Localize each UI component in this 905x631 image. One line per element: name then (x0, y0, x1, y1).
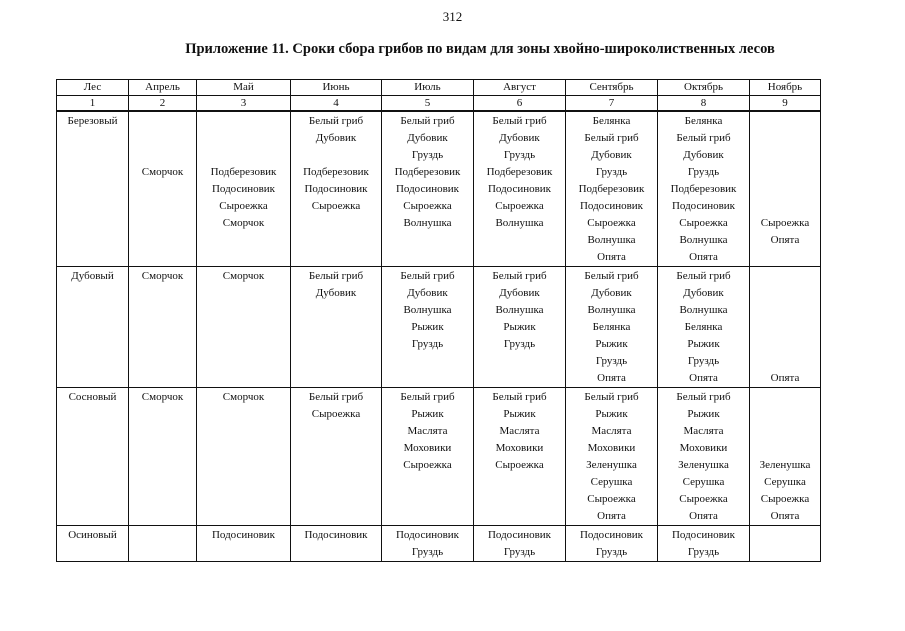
month-cell (474, 526, 566, 562)
mushroom-name: Дубовик (499, 132, 540, 144)
mushroom-name: Дубовик (315, 287, 357, 299)
mushroom-name (197, 113, 290, 130)
mushroom-name: Подосиновик (395, 183, 460, 195)
month-cell (382, 526, 474, 562)
mushroom-name: Рыжик (595, 408, 628, 420)
mushroom-name: Подосиновик (395, 529, 460, 541)
mushroom-name (750, 268, 820, 285)
mushroom-name: Зеленушка (678, 459, 729, 471)
mushroom-name: Груздь (411, 546, 444, 558)
column-number: 2 (129, 96, 197, 112)
mushroom-name: Серушка (764, 476, 806, 488)
mushroom-name: Груздь (687, 166, 720, 178)
mushroom-name: Рыжик (503, 408, 536, 420)
mushroom-name: Рыжик (595, 338, 628, 350)
mushroom-name: Сыроежка (587, 217, 636, 229)
mushroom-name: Дубовик (407, 132, 448, 144)
mushroom-name (750, 406, 820, 423)
month-cell (129, 526, 197, 562)
mushroom-name (750, 353, 820, 370)
month-cell (750, 267, 821, 388)
mushroom-name: Сморчок (222, 270, 265, 282)
month-cell (658, 111, 750, 267)
mushroom-name: Дубовик (683, 149, 724, 161)
month-cell (291, 267, 382, 388)
mushroom-name: Опята (597, 372, 626, 384)
table-row (57, 111, 821, 267)
mushroom-name: Сыроежка (760, 217, 810, 229)
header-row (57, 80, 821, 96)
harvest-table (56, 79, 821, 562)
mushroom-name: Подберезовик (670, 183, 737, 195)
mushroom-name: Подосиновик (671, 529, 736, 541)
mushroom-name (750, 147, 820, 164)
month-cell (566, 111, 658, 267)
mushroom-name (750, 181, 820, 198)
mushroom-name: Подберезовик (210, 166, 277, 178)
mushroom-name (197, 130, 290, 147)
mushroom-name (750, 113, 820, 130)
column-header: Август (474, 80, 566, 96)
mushroom-name: Белый гриб (400, 270, 455, 282)
month-cell (750, 388, 821, 526)
column-number: 3 (197, 96, 291, 112)
mushroom-name: Дубовик (407, 287, 448, 299)
mushroom-name: Опята (689, 510, 718, 522)
column-number: 5 (382, 96, 474, 112)
mushroom-name: Белый гриб (584, 270, 639, 282)
forest-type-label: Сосновый (68, 391, 117, 403)
mushroom-name: Зеленушка (759, 459, 811, 471)
mushroom-name: Волнушка (679, 304, 728, 316)
mushroom-name (129, 130, 196, 147)
mushroom-name (750, 336, 820, 353)
mushroom-name: Сыроежка (311, 408, 361, 420)
mushroom-name (750, 285, 820, 302)
mushroom-name: Рыжик (687, 338, 720, 350)
mushroom-name: Белый гриб (584, 391, 639, 403)
column-number: 9 (750, 96, 821, 112)
mushroom-name (750, 130, 820, 147)
mushroom-name: Сыроежка (760, 493, 810, 505)
month-cell (658, 267, 750, 388)
mushroom-name: Рыжик (411, 408, 444, 420)
mushroom-name: Белянка (592, 321, 631, 333)
mushroom-name: Волнушка (587, 304, 636, 316)
mushroom-name: Белый гриб (400, 115, 455, 127)
mushroom-name: Маслята (683, 425, 724, 437)
mushroom-name: Подосиновик (671, 200, 736, 212)
month-cell (658, 388, 750, 526)
month-cell (750, 111, 821, 267)
month-cell (566, 526, 658, 562)
column-number: 1 (57, 96, 129, 112)
column-header: Лес (57, 80, 129, 96)
mushroom-name: Сыроежка (679, 217, 728, 229)
column-header: Апрель (129, 80, 197, 96)
mushroom-name (750, 198, 820, 215)
month-cell (658, 526, 750, 562)
mushroom-name: Серушка (682, 476, 725, 488)
mushroom-name: Волнушка (403, 304, 452, 316)
month-cell (566, 388, 658, 526)
mushroom-name: Дубовик (591, 149, 632, 161)
month-cell (197, 267, 291, 388)
table-row (57, 526, 821, 562)
mushroom-name: Подберезовик (303, 166, 369, 178)
mushroom-name: Подберезовик (578, 183, 645, 195)
month-cell (382, 111, 474, 267)
mushroom-name: Белый гриб (308, 391, 364, 403)
page-number: 312 (442, 9, 463, 24)
month-cell (129, 267, 197, 388)
mushroom-name (750, 389, 820, 406)
mushroom-name: Груздь (503, 546, 536, 558)
mushroom-name: Подосиновик (304, 183, 368, 195)
mushroom-name: Дубовик (591, 287, 632, 299)
forest-type-label: Осиновый (68, 529, 117, 541)
month-cell (750, 526, 821, 562)
mushroom-name: Подосиновик (211, 529, 276, 541)
mushroom-name (129, 113, 196, 130)
mushroom-name: Сыроежка (495, 459, 544, 471)
column-number-row (57, 96, 821, 112)
mushroom-name: Волнушка (403, 217, 452, 229)
mushroom-name: Белянка (684, 115, 723, 127)
mushroom-name: Сыроежка (679, 493, 728, 505)
mushroom-name (750, 423, 820, 440)
mushroom-name: Груздь (595, 355, 628, 367)
page-title: Приложение 11. Сроки сбора грибов по видам для зоны хвойно-широколиственных лесов (185, 41, 775, 57)
mushroom-name (750, 440, 820, 457)
mushroom-name: Опята (770, 234, 800, 246)
mushroom-name: Подосиновик (211, 183, 276, 195)
mushroom-name: Опята (689, 251, 718, 263)
mushroom-name (197, 147, 290, 164)
mushroom-name: Опята (597, 251, 626, 263)
mushroom-name: Груздь (411, 149, 444, 161)
mushroom-name (750, 319, 820, 336)
mushroom-name: Подосиновик (579, 529, 644, 541)
mushroom-name (750, 164, 820, 181)
column-header: Июнь (291, 80, 382, 96)
mushroom-name: Белый гриб (676, 391, 731, 403)
mushroom-name: Подберезовик (394, 166, 461, 178)
column-header: Май (197, 80, 291, 96)
mushroom-name: Сморчок (141, 391, 184, 403)
forest-type-cell (57, 267, 129, 388)
mushroom-name: Сморчок (141, 270, 184, 282)
mushroom-name: Белый гриб (492, 115, 547, 127)
mushroom-name (750, 302, 820, 319)
mushroom-name: Моховики (679, 442, 728, 454)
table-row (57, 267, 821, 388)
forest-type-label: Дубовый (71, 270, 114, 282)
month-cell (474, 388, 566, 526)
mushroom-name: Груздь (687, 546, 720, 558)
column-number: 8 (658, 96, 750, 112)
mushroom-name: Рыжик (687, 408, 720, 420)
mushroom-name: Груздь (687, 355, 720, 367)
mushroom-name: Груздь (503, 338, 536, 350)
mushroom-name: Волнушка (495, 304, 544, 316)
mushroom-name: Подосиновик (304, 529, 368, 541)
month-cell (197, 526, 291, 562)
mushroom-name: Опята (689, 372, 718, 384)
mushroom-name: Опята (770, 510, 800, 522)
forest-type-cell (57, 526, 129, 562)
mushroom-name: Моховики (495, 442, 544, 454)
month-cell (129, 388, 197, 526)
mushroom-name: Волнушка (495, 217, 544, 229)
mushroom-name: Рыжик (503, 321, 536, 333)
mushroom-name: Волнушка (587, 234, 636, 246)
mushroom-name: Маслята (591, 425, 632, 437)
mushroom-name: Подосиновик (487, 183, 552, 195)
mushroom-name: Груздь (411, 338, 444, 350)
forest-type-label: Березовый (67, 115, 118, 127)
mushroom-name: Белый гриб (400, 391, 455, 403)
month-cell (291, 111, 382, 267)
mushroom-name: Белый гриб (676, 270, 731, 282)
mushroom-name: Маслята (499, 425, 540, 437)
mushroom-name: Сыроежка (219, 200, 268, 212)
mushroom-name: Белянка (684, 321, 723, 333)
mushroom-name (129, 147, 196, 164)
forest-type-cell (57, 388, 129, 526)
month-cell (291, 388, 382, 526)
mushroom-name: Белый гриб (492, 391, 547, 403)
mushroom-name: Белый гриб (492, 270, 547, 282)
mushroom-name: Белый гриб (584, 132, 639, 144)
mushroom-name: Рыжик (411, 321, 444, 333)
mushroom-name: Моховики (587, 442, 636, 454)
mushroom-name: Подосиновик (579, 200, 644, 212)
mushroom-name: Серушка (590, 476, 633, 488)
month-cell (197, 388, 291, 526)
mushroom-name: Зеленушка (586, 459, 637, 471)
column-header: Октябрь (658, 80, 750, 96)
mushroom-name: Груздь (503, 149, 536, 161)
mushroom-name: Белый гриб (308, 115, 364, 127)
mushroom-name: Подберезовик (486, 166, 553, 178)
mushroom-name: Сыроежка (403, 200, 452, 212)
mushroom-name: Моховики (403, 442, 452, 454)
month-cell (566, 267, 658, 388)
mushroom-name: Подосиновик (487, 529, 552, 541)
table-body (57, 80, 821, 562)
table-row (57, 388, 821, 526)
mushroom-name: Маслята (407, 425, 448, 437)
column-number: 4 (291, 96, 382, 112)
mushroom-name (291, 147, 381, 164)
mushroom-name: Опята (597, 510, 626, 522)
mushroom-name: Дубовик (683, 287, 724, 299)
mushroom-name: Белянка (592, 115, 631, 127)
column-number: 6 (474, 96, 566, 112)
mushroom-name: Волнушка (679, 234, 728, 246)
mushroom-name: Дубовик (315, 132, 357, 144)
mushroom-name: Белый гриб (308, 270, 364, 282)
mushroom-name: Белый гриб (676, 132, 731, 144)
mushroom-name: Груздь (595, 166, 628, 178)
month-cell (474, 111, 566, 267)
forest-type-cell (57, 111, 129, 267)
month-cell (382, 267, 474, 388)
month-cell (382, 388, 474, 526)
mushroom-name: Дубовик (499, 287, 540, 299)
month-cell (197, 111, 291, 267)
mushroom-name: Сыроежка (495, 200, 544, 212)
mushroom-name: Груздь (595, 546, 628, 558)
mushroom-name: Сыроежка (403, 459, 452, 471)
column-header: Сентябрь (566, 80, 658, 96)
month-cell (474, 267, 566, 388)
mushroom-name: Сыроежка (311, 200, 361, 212)
month-cell (129, 111, 197, 267)
mushroom-name: Сморчок (141, 166, 184, 178)
mushroom-name: Сморчок (222, 217, 265, 229)
month-cell (291, 526, 382, 562)
column-number: 7 (566, 96, 658, 112)
column-header: Ноябрь (750, 80, 821, 96)
mushroom-name: Сморчок (222, 391, 265, 403)
mushroom-name: Опята (770, 372, 800, 384)
column-header: Июль (382, 80, 474, 96)
mushroom-name: Сыроежка (587, 493, 636, 505)
